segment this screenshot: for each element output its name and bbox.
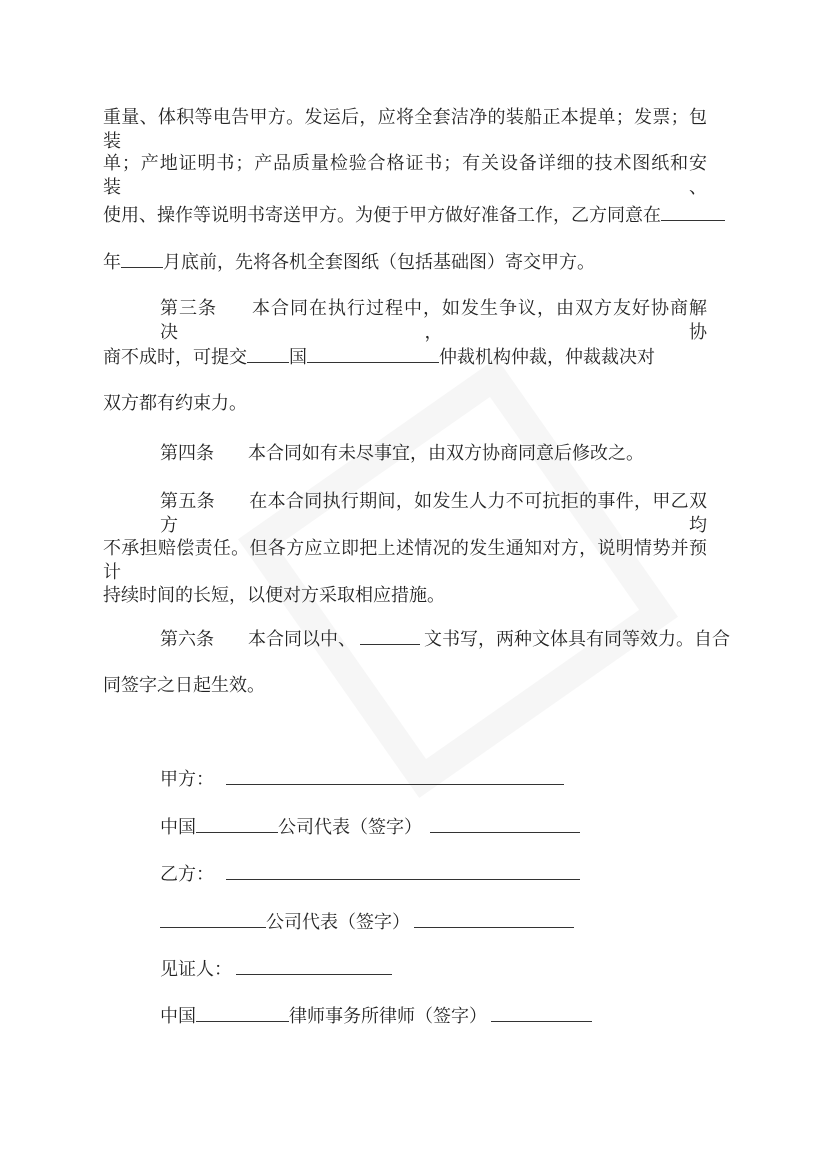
label: 中国 — [160, 1006, 196, 1027]
label: 乙方： — [160, 864, 214, 885]
blank-year[interactable] — [661, 202, 725, 221]
label: 见证人： — [160, 959, 232, 980]
label: 律师事务所律师（签字） — [289, 1006, 487, 1027]
text: 使用、操作等说明书寄送甲方。为便于甲方做好准备工作，乙方同意在 — [103, 205, 661, 226]
article-6 — [160, 626, 730, 652]
blank-month[interactable] — [121, 249, 163, 268]
company-b-field[interactable] — [160, 909, 266, 928]
text-line: 持续时间的长短，以便对方采取相应措施。 — [103, 585, 445, 606]
article-label: 第六条 — [160, 629, 214, 650]
article-5 — [160, 490, 707, 538]
text-line — [103, 202, 725, 228]
label: 公司代表（签字） — [266, 912, 410, 933]
text-line: 同签字之日起生效。 — [103, 675, 265, 696]
text: 本合同在执行过程中，如发生争议，由双方友好协商解决，协 — [160, 298, 707, 343]
text: 商不成时，可提交 — [103, 347, 247, 368]
label: 公司代表（签字） — [278, 817, 422, 838]
text: 在本合同执行期间，如发生人力不可抗拒的事件，甲乙双方均 — [160, 491, 708, 536]
article-3 — [160, 297, 707, 345]
signature-a-field[interactable] — [430, 814, 580, 833]
lawyer-signature-field[interactable] — [491, 1003, 592, 1022]
text: 本合同如有未尽事宜，由双方协商同意后修改之。 — [248, 443, 644, 464]
article-label: 第五条 — [160, 491, 215, 512]
witness-line — [160, 956, 392, 982]
party-a-line — [160, 766, 564, 792]
lawyer-line — [160, 1003, 592, 1029]
party-b-field[interactable] — [226, 861, 580, 880]
text: 仲裁机构仲裁，仲裁裁决对 — [439, 347, 655, 368]
blank-country[interactable] — [247, 344, 289, 363]
blank-arbitration[interactable] — [307, 344, 439, 363]
text: 月底前，先将各机全套图纸（包括基础图）寄交甲方。 — [163, 252, 595, 273]
party-a-field[interactable] — [226, 766, 564, 785]
text: 文书写，两种文体具有同等效力。自合 — [424, 629, 730, 650]
signature-b-field[interactable] — [414, 909, 574, 928]
company-a-field[interactable] — [196, 814, 278, 833]
text-line — [103, 249, 595, 275]
blank-language[interactable] — [360, 626, 420, 645]
law-firm-field[interactable] — [196, 1003, 289, 1022]
article-4 — [160, 442, 644, 466]
party-a-rep-line — [160, 814, 580, 840]
text-line: 单；产地证明书；产品质量检验合格证书；有关设备详细的技术图纸和安装、 — [103, 153, 707, 198]
text-line: 不承担赔偿责任。但各方应立即把上述情况的发生通知对方，说明情势并预计 — [103, 538, 707, 583]
party-b-line — [160, 861, 580, 887]
article-label: 第四条 — [160, 443, 214, 464]
label: 甲方： — [160, 769, 214, 790]
label: 中国 — [160, 817, 196, 838]
text-line — [103, 344, 655, 370]
text: 国 — [289, 347, 307, 368]
text: 本合同以中、 — [248, 629, 356, 650]
witness-field[interactable] — [236, 956, 392, 975]
article-label: 第三条 — [160, 298, 217, 319]
text: 年 — [103, 252, 121, 273]
text-line: 重量、体积等电告甲方。发运后，应将全套洁净的装船正本提单；发票；包装 — [103, 107, 707, 152]
text-line: 双方都有约束力。 — [103, 393, 247, 414]
party-b-rep-line — [160, 909, 574, 935]
